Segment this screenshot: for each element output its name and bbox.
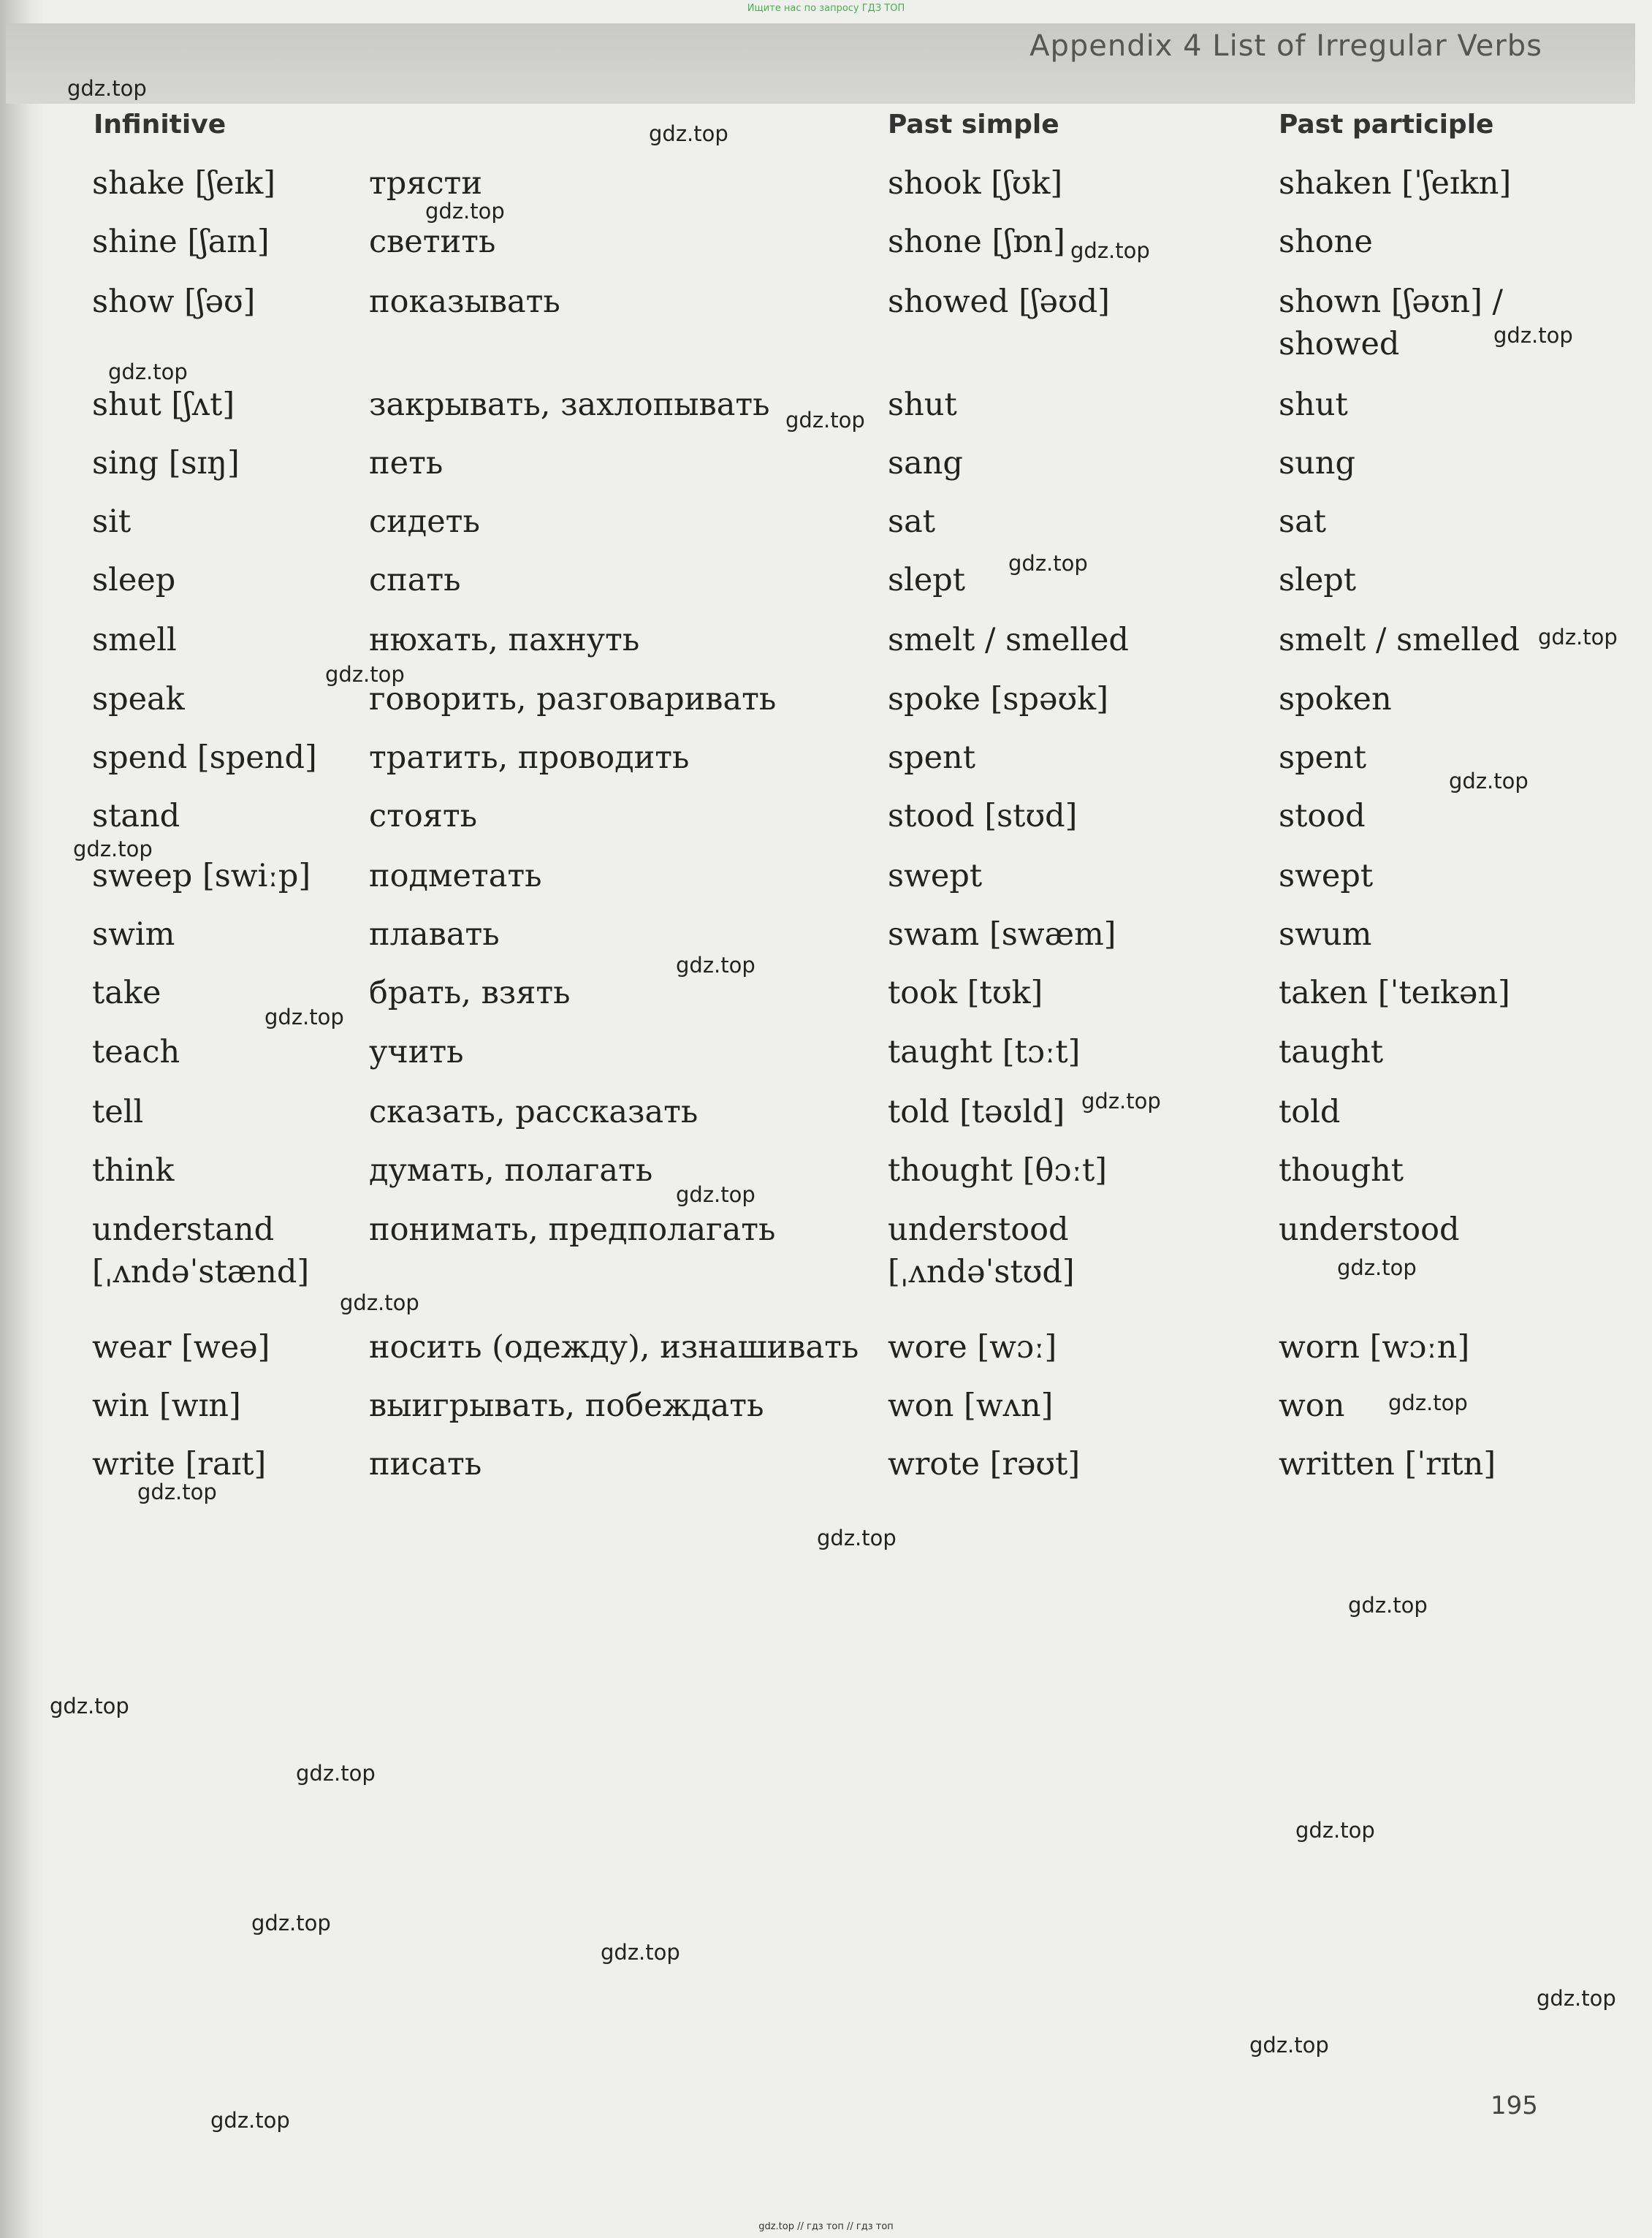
past-participle-cell: swept [1279, 858, 1374, 894]
infinitive-cell: tell [92, 1094, 144, 1130]
watermark-text: gdz.top [676, 953, 755, 978]
watermark-text: gdz.top [1538, 625, 1618, 650]
past-simple-cell: won [wʌn] [888, 1388, 1054, 1424]
past-simple-cell: stood [stʊd] [888, 798, 1078, 834]
infinitive-cell: shut [ʃʌt] [92, 387, 235, 423]
translation-cell: петь [369, 445, 444, 482]
watermark-text: gdz.top [264, 1005, 344, 1029]
verb-row [0, 737, 1652, 788]
verb-row [0, 1443, 1652, 1494]
translation-cell: закрывать, захлопывать [369, 387, 770, 423]
infinitive-cell: teach [92, 1034, 180, 1070]
infinitive-cell: sit [92, 503, 132, 540]
infinitive-cell: shake [ʃeɪk] [92, 165, 276, 202]
infinitive-cell: win [wɪn] [92, 1388, 241, 1424]
translation-cell: брать, взять [369, 975, 571, 1011]
infinitive-cell: understand [92, 1211, 275, 1248]
translation-cell: плавать [369, 916, 500, 953]
page-number: 195 [1491, 2091, 1538, 2120]
watermark-text: gdz.top [340, 1290, 419, 1315]
past-simple-cell: told [təʊld] [888, 1094, 1065, 1130]
watermark-text: gdz.top [50, 1694, 129, 1719]
watermark-text: gdz.top [251, 1911, 331, 1936]
past-participle-cell: shown [ʃəʊn] / [1279, 283, 1504, 320]
translation-cell: писать [369, 1446, 482, 1483]
past-participle-cell: shut [1279, 387, 1348, 423]
past-participle-cell: slept [1279, 562, 1357, 598]
past-participle-cell: told [1279, 1094, 1341, 1130]
past-participle-cell: swum [1279, 916, 1372, 953]
translation-cell: понимать, предполагать [369, 1211, 776, 1248]
infinitive-cell: sweep [swiːp] [92, 858, 311, 894]
past-simple-cell: sang [888, 445, 963, 482]
verb-row [0, 500, 1652, 552]
translation-cell: показывать [369, 283, 560, 320]
translation-cell: говорить, разговаривать [369, 681, 777, 718]
watermark-text: gdz.top [325, 662, 405, 687]
infinitive-cell: write [raɪt] [92, 1446, 267, 1483]
past-simple-cell: swam [swæm] [888, 916, 1116, 953]
watermark-text: gdz.top [1348, 1593, 1428, 1618]
translation-cell: тратить, проводить [369, 739, 690, 776]
past-simple-cell: shook [ʃʊk] [888, 165, 1063, 202]
past-simple-cell: wore [wɔː] [888, 1329, 1057, 1366]
infinitive-cell: stand [92, 798, 180, 834]
translation-cell: подметать [369, 858, 542, 894]
verb-row [0, 1031, 1652, 1082]
past-participle-cell: taught [1279, 1034, 1384, 1070]
infinitive-cell: shine [ʃaɪn] [92, 224, 270, 260]
translation-cell: носить (одежду), изнашивать [369, 1329, 859, 1366]
translation-cell: учить [369, 1034, 464, 1070]
watermark-text: gdz.top [210, 2108, 290, 2133]
past-simple-cell: sat [888, 503, 935, 540]
infinitive-cell: swim [92, 916, 175, 953]
verb-row [0, 795, 1652, 846]
infinitive-cell: sleep [92, 562, 176, 598]
watermark-text: gdz.top [1081, 1089, 1161, 1114]
watermark-text: gdz.top [1070, 238, 1150, 263]
past-participle-second-line-cell: showed [1279, 326, 1400, 362]
watermark-text: gdz.top [1537, 1986, 1616, 2011]
translation-cell: спать [369, 562, 461, 598]
past-participle-cell: worn [wɔːn] [1279, 1329, 1470, 1366]
verb-row [0, 678, 1652, 729]
past-simple-cell: taught [tɔːt] [888, 1034, 1081, 1070]
verb-row [0, 1149, 1652, 1200]
past-simple-cell: took [tʊk] [888, 975, 1043, 1011]
translation-cell: нюхать, пахнуть [369, 622, 640, 658]
past-participle-cell: written [ˈrɪtn] [1279, 1446, 1496, 1483]
verb-row [0, 855, 1652, 906]
verb-row [0, 913, 1652, 964]
column-header-past-participle: Past participle [1279, 110, 1494, 140]
watermark-text: gdz.top [1337, 1255, 1417, 1280]
translation-cell: сказать, рассказать [369, 1094, 699, 1130]
verb-row [0, 162, 1652, 213]
past-participle-cell: thought [1279, 1152, 1404, 1189]
column-header-infinitive: Infinitive [94, 110, 227, 140]
watermark-text: gdz.top [676, 1182, 755, 1207]
infinitive-cell: speak [92, 681, 185, 718]
watermark-text: gdz.top [1388, 1390, 1468, 1415]
past-participle-cell: taken [ˈteɪkən] [1279, 975, 1510, 1011]
verb-row [0, 1091, 1652, 1142]
watermark-text: gdz.top [67, 76, 147, 101]
verb-row [0, 1326, 1652, 1377]
watermark-text: gdz.top [1449, 769, 1529, 793]
infinitive-cell: wear [weə] [92, 1329, 270, 1366]
past-participle-cell: understood [1279, 1211, 1460, 1248]
infinitive-transcription-cell: [ˌʌndəˈstænd] [92, 1254, 310, 1290]
translation-cell: светить [369, 224, 496, 260]
watermark-text: gdz.top [649, 121, 728, 146]
past-participle-cell: shaken [ˈʃeɪkn] [1279, 165, 1512, 202]
translation-cell: думать, полагать [369, 1152, 653, 1189]
watermark-text: gdz.top [137, 1480, 217, 1504]
watermark-text: gdz.top [601, 1940, 680, 1965]
past-simple-cell: spent [888, 739, 976, 776]
verb-row [0, 442, 1652, 493]
infinitive-cell: smell [92, 622, 177, 658]
translation-cell: стоять [369, 798, 478, 834]
infinitive-cell: show [ʃəʊ] [92, 283, 256, 320]
past-simple-cell: wrote [rəʊt] [888, 1446, 1081, 1483]
watermark-text: gdz.top [108, 359, 188, 384]
watermark-text: gdz.top [73, 837, 153, 861]
past-participle-cell: spent [1279, 739, 1367, 776]
infinitive-cell: spend [spend] [92, 739, 317, 776]
infinitive-cell: take [92, 975, 161, 1011]
past-participle-cell: sat [1279, 503, 1326, 540]
watermark-text: gdz.top [1249, 2033, 1329, 2058]
past-participle-cell: sung [1279, 445, 1355, 482]
past-simple-cell: shone [ʃɒn] [888, 224, 1065, 260]
past-simple-cell: showed [ʃəʊd] [888, 283, 1110, 320]
past-simple-cell: shut [888, 387, 957, 423]
verb-row [0, 619, 1652, 670]
past-participle-cell: shone [1279, 224, 1373, 260]
past-simple-cell: smelt / smelled [888, 622, 1129, 658]
past-simple-cell: spoke [spəʊk] [888, 681, 1108, 718]
past-simple-cell: slept [888, 562, 966, 598]
watermark-text: gdz.top [425, 199, 505, 224]
watermark-text: gdz.top [1295, 1818, 1375, 1843]
page-header-title: Appendix 4 List of Irregular Verbs [1029, 29, 1542, 63]
bottom-watermark-note: gdz.top // гдз топ // гдз топ [758, 2221, 894, 2232]
past-participle-cell: smelt / smelled [1279, 622, 1520, 658]
past-participle-cell: won [1279, 1388, 1345, 1424]
verb-row [0, 559, 1652, 610]
translation-cell: сидеть [369, 503, 480, 540]
past-simple-cell: thought [θɔːt] [888, 1152, 1108, 1189]
watermark-text: gdz.top [1008, 551, 1088, 576]
top-search-note: Ищите нас по запросу ГДЗ ТОП [747, 3, 905, 14]
past-simple-transcription-cell: [ˌʌndəˈstʊd] [888, 1254, 1075, 1290]
watermark-text: gdz.top [785, 408, 865, 433]
past-simple-cell: swept [888, 858, 983, 894]
past-participle-cell: stood [1279, 798, 1366, 834]
past-simple-cell: understood [888, 1211, 1069, 1248]
verb-row [0, 221, 1652, 272]
watermark-text: gdz.top [817, 1526, 897, 1550]
infinitive-cell: sing [sɪŋ] [92, 445, 240, 482]
infinitive-cell: think [92, 1152, 175, 1189]
watermark-text: gdz.top [296, 1761, 376, 1786]
past-participle-cell: spoken [1279, 681, 1392, 718]
verb-row [0, 972, 1652, 1023]
watermark-text: gdz.top [1493, 323, 1573, 348]
translation-cell: трясти [369, 165, 482, 202]
column-header-past-simple: Past simple [888, 110, 1059, 140]
translation-cell: выигрывать, побеждать [369, 1388, 764, 1424]
